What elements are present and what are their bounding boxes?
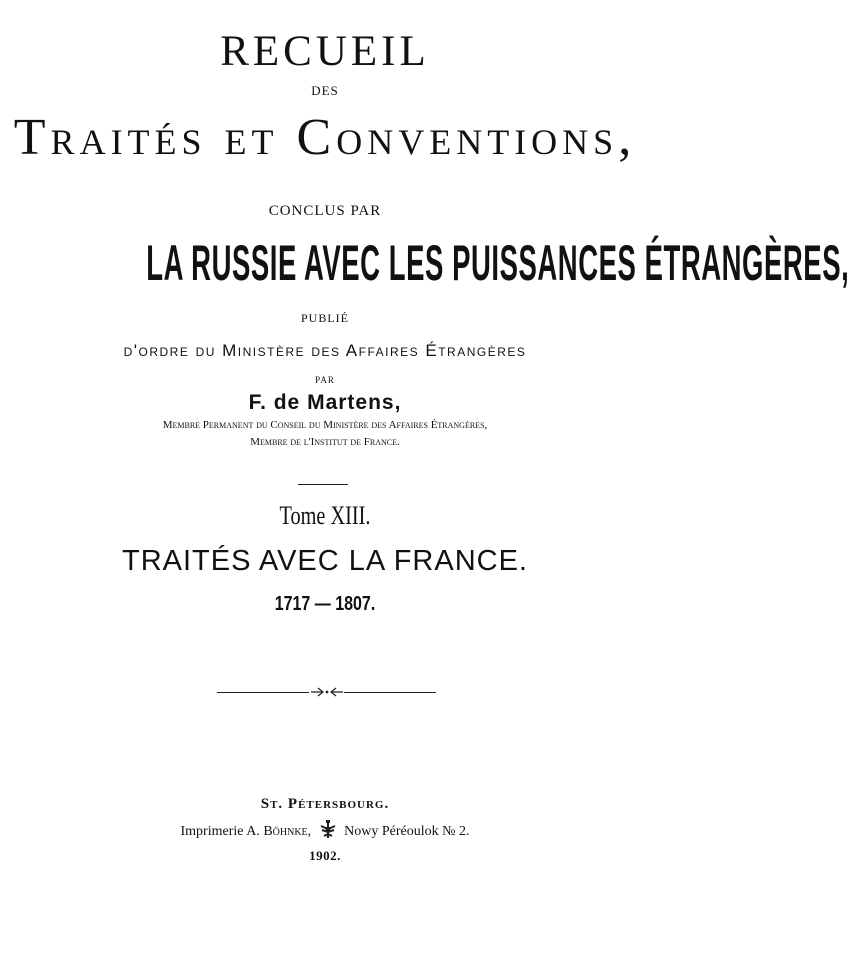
author-affiliation-1: Membre Permanent du Conseil du Ministère des Affaires Étrangères, bbox=[162, 419, 488, 431]
printer-prefix: Imprimerie A. bbox=[180, 824, 260, 840]
author-name: F. de Martens, bbox=[248, 391, 402, 414]
volume-subject: TRAITÉS AVEC LA FRANCE. bbox=[121, 545, 528, 577]
parties-line: LA RUSSIE AVEC LES PUISSANCES ÉTRANGÈRES, bbox=[146, 235, 849, 291]
divider-short bbox=[298, 484, 348, 485]
author-affiliation-2: Membre de l'Institut de France. bbox=[250, 436, 400, 448]
conclus-par: CONCLUS PAR bbox=[268, 203, 382, 219]
printer-name: Böhnke, bbox=[263, 824, 312, 840]
printer-address: Nowy Péréoulok № 2. bbox=[344, 824, 470, 840]
imperial-eagle-icon bbox=[319, 820, 337, 840]
by-order-line: d'ordre du Ministère des Affaires Étrangères bbox=[123, 341, 527, 360]
volume-number: Tome XIII. bbox=[279, 501, 371, 530]
date-range: 1717 — 1807. bbox=[274, 593, 376, 615]
par: PAR bbox=[315, 375, 335, 385]
imprint-year: 1902. bbox=[309, 848, 341, 863]
imprint-city: St. Pétersbourg. bbox=[260, 796, 390, 812]
publie: PUBLIÉ bbox=[301, 311, 349, 325]
ornament-rule-right bbox=[344, 692, 436, 693]
main-title: Traités et Conventions, bbox=[13, 109, 637, 166]
imprint-printer bbox=[0, 824, 650, 840]
heading-recueil: RECUEIL bbox=[220, 28, 430, 75]
ornament-rule-left bbox=[217, 692, 309, 693]
double-arrow-ornament-icon bbox=[309, 683, 345, 701]
heading-des: DES bbox=[311, 83, 339, 98]
